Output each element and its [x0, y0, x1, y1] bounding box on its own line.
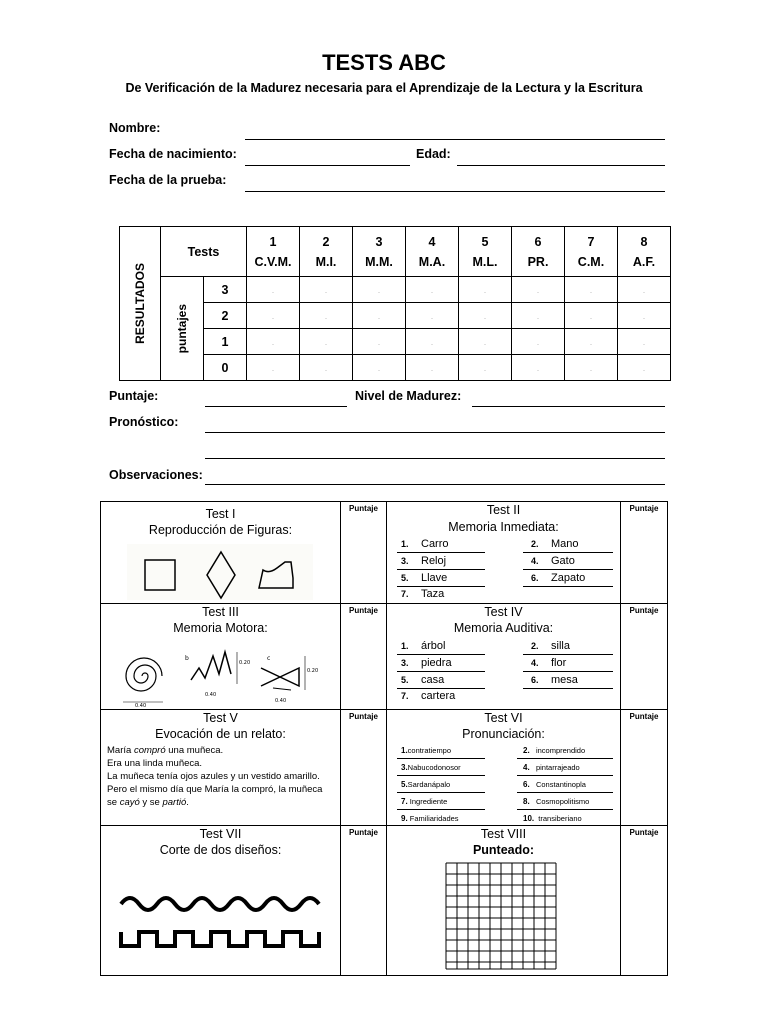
fig-label-w2: 0.40: [205, 692, 217, 698]
pronostico-field[interactable]: [205, 432, 665, 433]
score-cell[interactable]: .: [406, 277, 459, 303]
test-8-puntaje[interactable]: Puntaje: [629, 828, 659, 837]
test-4-subtitle: Memoria Auditiva:: [453, 621, 554, 635]
observaciones-label: Observaciones:: [109, 468, 203, 482]
score-cell[interactable]: .: [353, 329, 406, 355]
test-1-cell: [101, 502, 341, 604]
score-0: 0: [204, 355, 247, 381]
score-cell[interactable]: .: [565, 303, 618, 329]
score-cell[interactable]: .: [618, 303, 671, 329]
page-title: TESTS ABC: [322, 50, 446, 75]
fecha-nacimiento-label: Fecha de nacimiento:: [109, 147, 237, 161]
list-item: 1. Carro: [401, 538, 449, 550]
test-1-subtitle: Reproducción de Figuras:: [148, 523, 293, 537]
test-4-puntaje[interactable]: Puntaje: [621, 604, 667, 710]
test-2-subtitle: Memoria Inmediata:: [448, 520, 559, 534]
dot-grid-icon: [445, 862, 557, 970]
cut-designs-icon: [119, 892, 325, 952]
score-cell[interactable]: .: [565, 277, 618, 303]
test-6-subtitle: Pronunciación:: [462, 727, 545, 741]
test-2-name: Test II: [486, 503, 521, 517]
score-cell[interactable]: .: [512, 303, 565, 329]
score-cell[interactable]: .: [459, 277, 512, 303]
score-cell[interactable]: .: [459, 303, 512, 329]
col-7: 7 C.M.: [565, 227, 618, 277]
test-2-puntaje[interactable]: Puntaje: [621, 502, 667, 604]
test-7-cell: [101, 826, 341, 975]
nombre-label: Nombre:: [109, 121, 161, 135]
test-4-name: Test IV: [484, 605, 523, 619]
fecha-prueba-label: Fecha de la prueba:: [109, 173, 227, 187]
score-cell[interactable]: .: [353, 277, 406, 303]
test-3-cell: [101, 604, 341, 710]
list-item: 7. Ingrediente: [401, 797, 448, 806]
test-6-cell: [387, 710, 621, 826]
score-cell[interactable]: .: [353, 355, 406, 381]
list-item: 1.contratiempo: [401, 746, 452, 755]
test-5-name: Test V: [203, 711, 238, 725]
test-4-cell: [387, 604, 621, 710]
score-cell[interactable]: .: [512, 329, 565, 355]
test-6-puntaje[interactable]: Puntaje: [621, 710, 667, 826]
fig-label-b: b: [185, 655, 189, 662]
score-cell[interactable]: .: [300, 303, 353, 329]
motor-figures-icon: [115, 644, 327, 708]
score-cell[interactable]: .: [618, 329, 671, 355]
list-item: 4. flor: [531, 657, 567, 669]
col-2: 2 M.I.: [300, 227, 353, 277]
score-cell[interactable]: .: [512, 355, 565, 381]
test-5-puntaje[interactable]: Puntaje: [341, 710, 387, 826]
list-item: 7. Taza: [401, 588, 445, 600]
test-1-name: Test I: [205, 507, 236, 521]
col-5: 5 M.L.: [459, 227, 512, 277]
test-5-subtitle: Evocación de un relato:: [155, 727, 286, 741]
col-8: 8 A.F.: [618, 227, 671, 277]
story-text: María compró una muñeca. Era una linda muñeca. La muñeca tenía ojos azules y un vestido amarillo. Pero el mismo día que María la compró, la muñeca se cayó y se partió.: [107, 745, 323, 808]
list-item: 6. mesa: [531, 674, 578, 686]
edad-label: Edad:: [416, 147, 451, 161]
col-3: 3 M.M.: [353, 227, 406, 277]
test-7-name: Test VII: [199, 827, 242, 841]
observaciones-field[interactable]: [205, 484, 665, 485]
test-8-subtitle: Punteado:: [472, 843, 535, 857]
test-5-cell: [101, 710, 341, 826]
page-subtitle: De Verificación de la Madurez necesaria para el Aprendizaje de la Lectura y la Escritura: [125, 81, 643, 95]
score-cell[interactable]: .: [247, 329, 300, 355]
test-3-puntaje[interactable]: Puntaje: [341, 604, 387, 710]
figures-icon: [127, 544, 313, 600]
test-8-name: Test VIII: [480, 827, 527, 841]
list-item: 1. árbol: [401, 640, 446, 652]
pronostico-label: Pronóstico:: [109, 415, 179, 429]
test-3-name: Test III: [202, 605, 239, 619]
list-item: 3. piedra: [401, 657, 452, 669]
score-cell[interactable]: .: [353, 303, 406, 329]
list-item: 2. incomprendido: [523, 746, 586, 755]
score-cell[interactable]: .: [406, 355, 459, 381]
list-item: 8. Cosmopolitismo: [523, 797, 590, 806]
fig-label-m1: 0.20: [239, 660, 251, 666]
tests-header: Tests: [161, 227, 247, 277]
puntajes-label: puntajes: [175, 303, 189, 354]
col-4: 4 M.A.: [406, 227, 459, 277]
score-cell[interactable]: .: [247, 277, 300, 303]
nivel-field[interactable]: [472, 406, 665, 407]
results-table: [119, 226, 671, 381]
list-item: 3. Reloj: [401, 555, 447, 567]
fig-label-w1: 0.40: [135, 703, 147, 708]
list-item: 3.Nabucodonosor: [401, 763, 461, 772]
score-cell[interactable]: .: [406, 303, 459, 329]
col-1: 1 C.V.M.: [247, 227, 300, 277]
list-item: 6. Zapato: [531, 572, 586, 584]
list-item: 7. cartera: [401, 690, 456, 702]
puntaje-label: Puntaje:: [109, 389, 159, 403]
score-cell[interactable]: .: [618, 277, 671, 303]
fecha-prueba-field[interactable]: [245, 191, 665, 192]
score-cell[interactable]: .: [512, 277, 565, 303]
score-cell[interactable]: .: [565, 355, 618, 381]
score-cell[interactable]: .: [406, 329, 459, 355]
edad-field[interactable]: [457, 165, 665, 166]
pronostico-field-2[interactable]: [205, 458, 665, 459]
list-item: 9. Familiaridades: [401, 814, 459, 823]
test-7-puntaje[interactable]: Puntaje: [341, 826, 387, 975]
puntajes-cell: [161, 277, 204, 381]
list-item: 4. Gato: [531, 555, 575, 567]
score-cell[interactable]: .: [300, 355, 353, 381]
test-6-name: Test VI: [484, 711, 523, 725]
test-2-cell: [387, 502, 621, 604]
test-3-subtitle: Memoria Motora:: [173, 621, 268, 635]
results-side-cell: [120, 227, 161, 381]
list-item: 5.Sardanápalo: [401, 780, 451, 789]
score-3: 3: [204, 277, 247, 303]
test-8-cell: [387, 826, 621, 975]
list-item: 4. pintarrajeado: [523, 763, 580, 772]
list-item: 5. casa: [401, 674, 445, 686]
score-cell[interactable]: .: [459, 355, 512, 381]
puntaje-field[interactable]: [205, 406, 347, 407]
tests-grid: [100, 501, 668, 976]
list-item: 2. Mano: [531, 538, 579, 550]
nivel-label: Nivel de Madurez:: [355, 389, 462, 403]
fig-label-m2: 0.20: [307, 668, 319, 674]
score-cell[interactable]: .: [300, 277, 353, 303]
score-cell[interactable]: .: [618, 355, 671, 381]
results-side-label: RESULTADOS: [133, 263, 147, 344]
fig-label-w3: 0.40: [275, 698, 287, 704]
score-cell[interactable]: .: [247, 303, 300, 329]
fig-label-c: c: [267, 655, 271, 662]
score-cell[interactable]: .: [565, 329, 618, 355]
col-6: 6 PR.: [512, 227, 565, 277]
fecha-nacimiento-field[interactable]: [245, 165, 410, 166]
score-1: 1: [204, 329, 247, 355]
score-cell[interactable]: .: [300, 329, 353, 355]
score-cell[interactable]: .: [247, 355, 300, 381]
test-7-subtitle: Corte de dos diseños:: [159, 843, 282, 857]
list-item: 2. silla: [531, 640, 570, 652]
score-cell[interactable]: .: [459, 329, 512, 355]
test-1-puntaje[interactable]: Puntaje: [341, 502, 387, 604]
score-2: 2: [204, 303, 247, 329]
list-item: 5. Llave: [401, 572, 448, 584]
nombre-field[interactable]: [245, 139, 665, 140]
list-item: 6. Constantinopla: [523, 780, 586, 789]
list-item: 10. transiberiano: [523, 814, 582, 823]
